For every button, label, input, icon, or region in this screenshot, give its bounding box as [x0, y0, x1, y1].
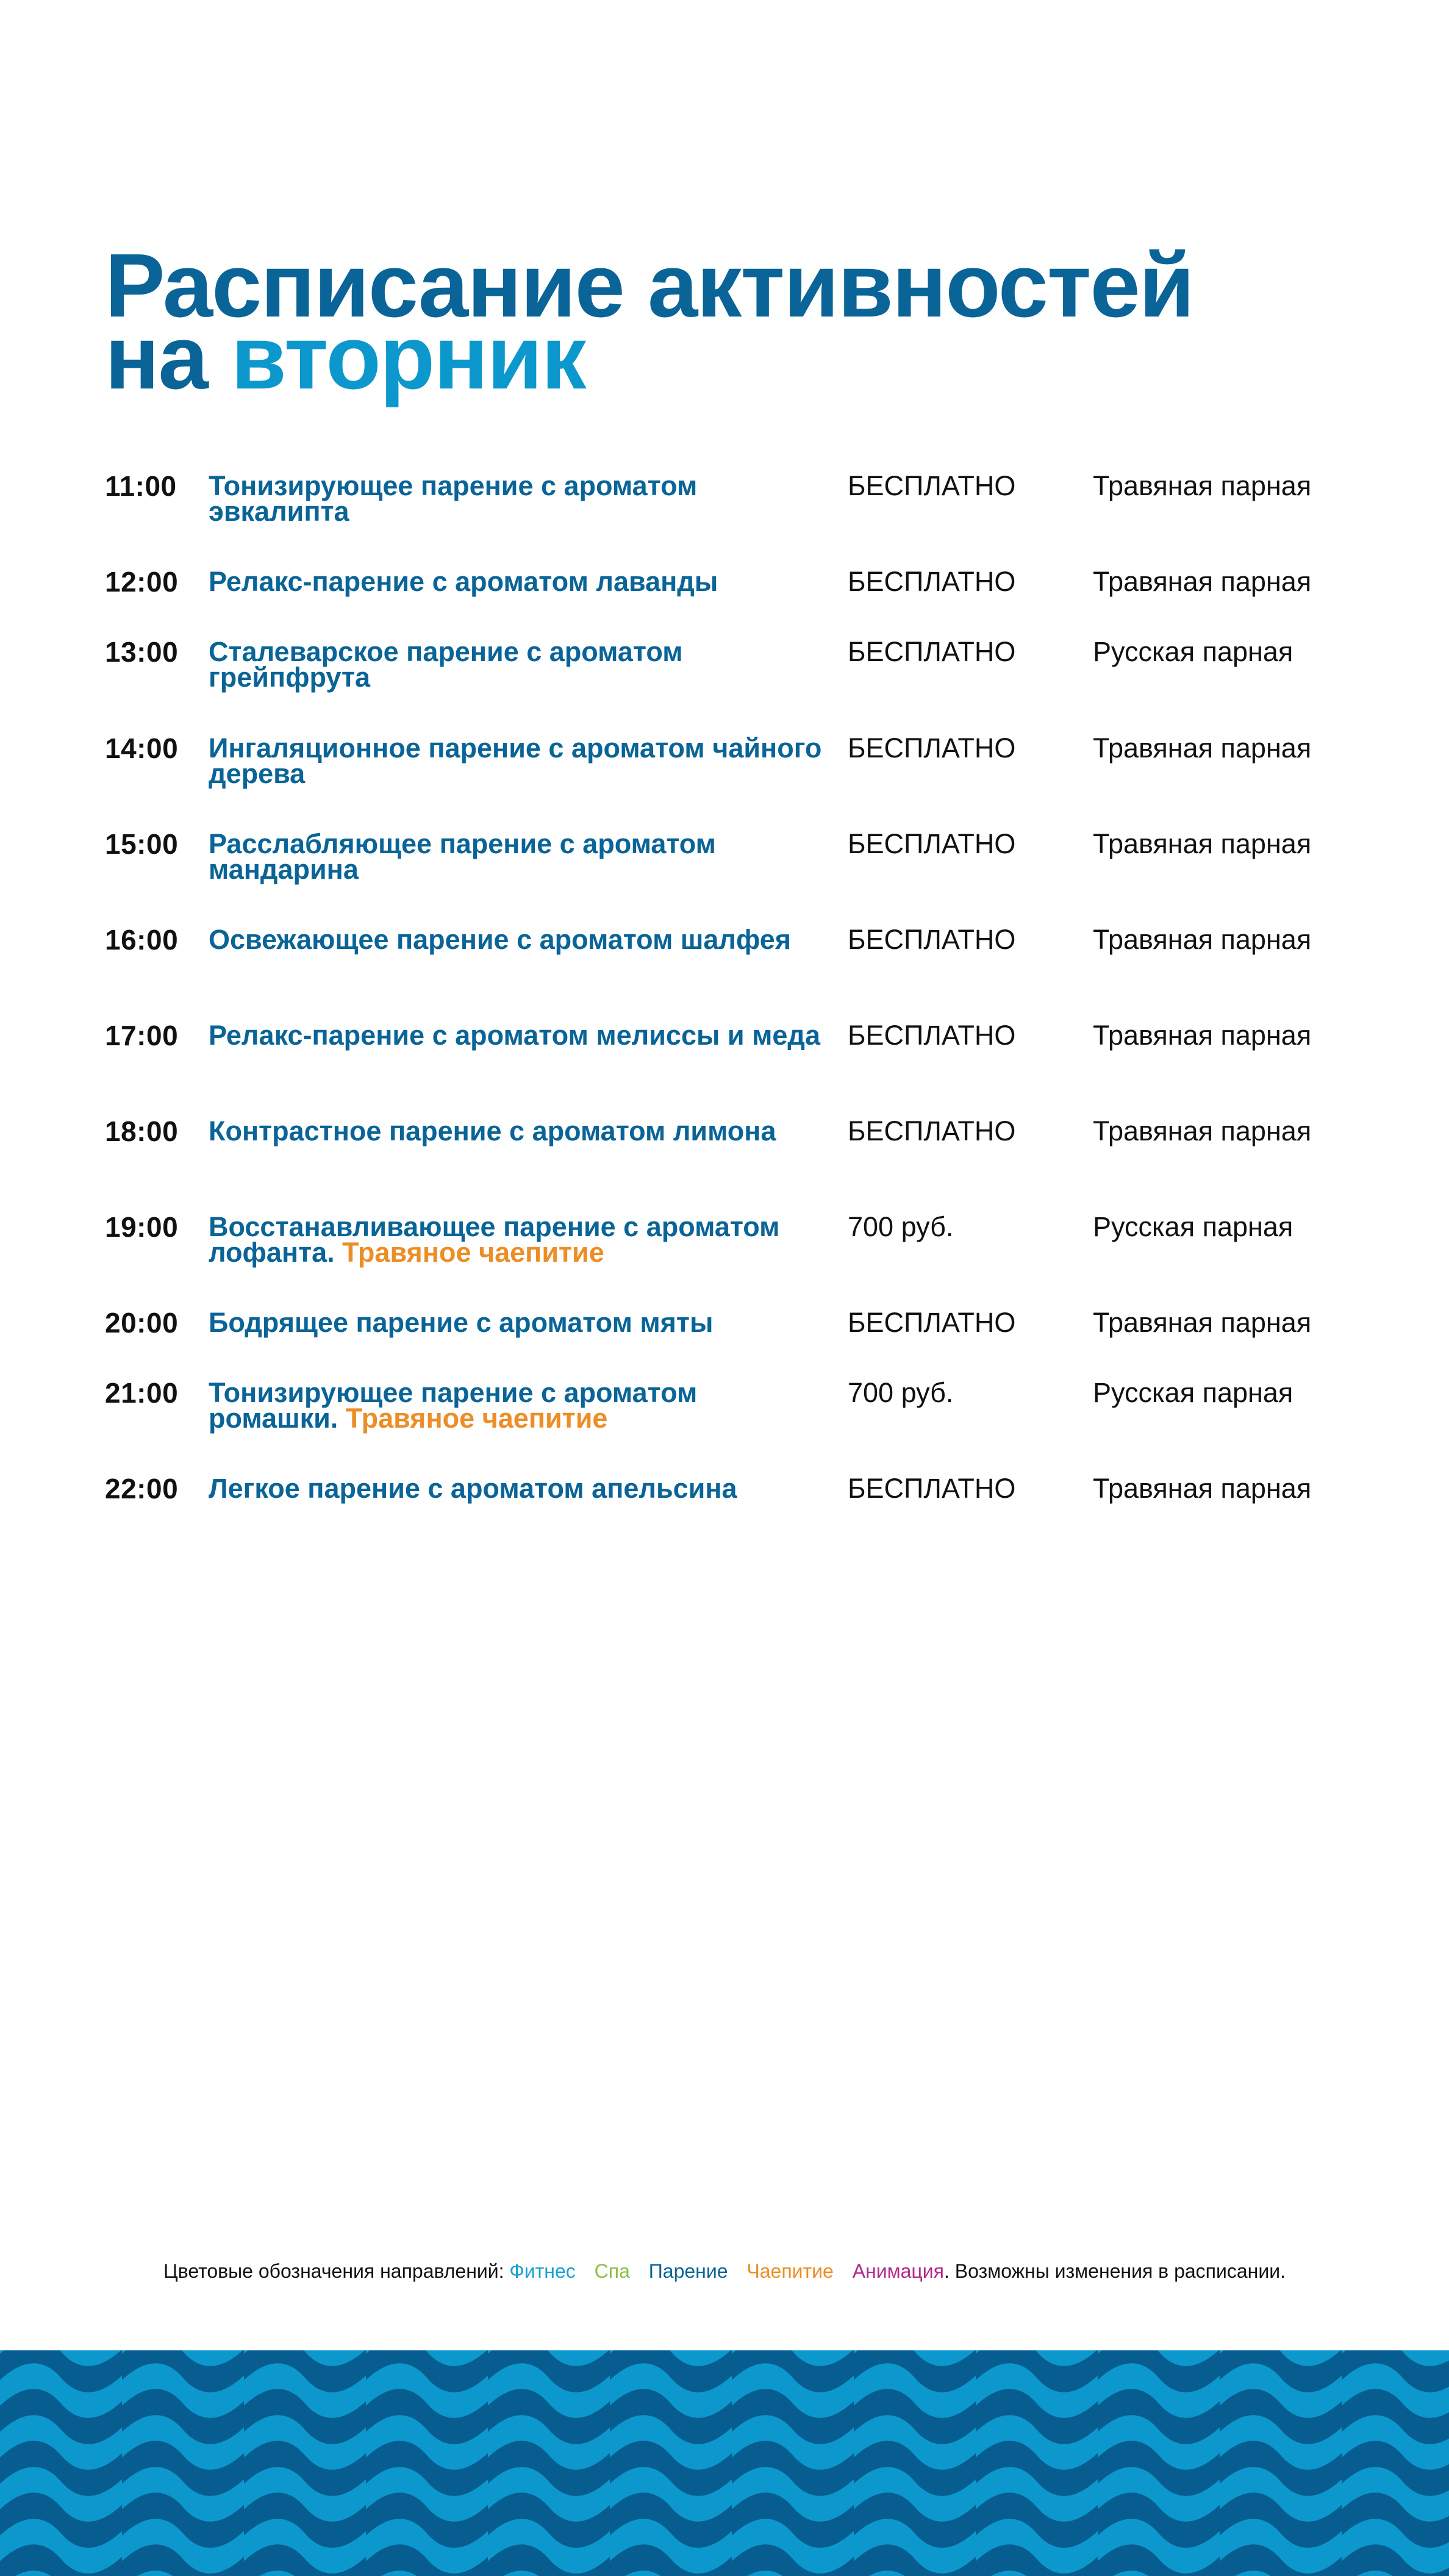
row-time: 12:00	[105, 566, 179, 598]
row-place: Травяная парная	[1093, 924, 1312, 955]
row-place: Русская парная	[1093, 1377, 1293, 1408]
activity-name: Релакс-парение с ароматом лаванды	[209, 566, 718, 597]
title-day: вторник	[231, 307, 585, 408]
row-time: 18:00	[105, 1115, 179, 1147]
wave-pattern	[0, 2350, 1449, 2576]
row-place: Русская парная	[1093, 636, 1293, 667]
row-price: БЕСПЛАТНО	[848, 636, 1016, 667]
row-activity	[209, 1211, 831, 1268]
row-price: БЕСПЛАТНО	[848, 1307, 1016, 1338]
row-place: Травяная парная	[1093, 828, 1312, 859]
page-title	[105, 235, 1193, 408]
row-price: БЕСПЛАТНО	[848, 924, 1016, 955]
row-place: Травяная парная	[1093, 470, 1312, 501]
row-activity	[209, 470, 831, 527]
legend-animation: Анимация	[852, 2260, 944, 2282]
activity-name: Легкое парение с ароматом апельсина	[209, 1473, 737, 1504]
activity-extra-tea: Травяное чаепитие	[342, 1237, 604, 1268]
row-activity	[209, 636, 831, 693]
row-place: Травяная парная	[1093, 566, 1312, 597]
row-price: БЕСПЛАТНО	[848, 828, 1016, 859]
row-place: Травяная парная	[1093, 1473, 1312, 1504]
row-price: БЕСПЛАТНО	[848, 732, 1016, 764]
color-legend	[0, 2259, 1449, 2283]
activity-name: Сталеварское парение с ароматом грейпфрута	[209, 636, 683, 693]
row-time: 11:00	[105, 470, 177, 502]
row-activity	[209, 1377, 831, 1434]
row-place: Травяная парная	[1093, 1020, 1312, 1051]
activity-extra-tea: Травяное чаепитие	[345, 1403, 608, 1434]
row-activity	[209, 1473, 831, 1504]
row-time: 19:00	[105, 1211, 179, 1243]
title-prefix: на	[105, 307, 231, 408]
row-price: БЕСПЛАТНО	[848, 1473, 1016, 1504]
legend-prefix: Цветовые обозначения направлений:	[163, 2260, 504, 2282]
activity-name: Восстанавливающее парение с ароматом лофанта.	[209, 1211, 780, 1268]
row-price: БЕСПЛАТНО	[848, 566, 1016, 597]
row-time: 20:00	[105, 1307, 179, 1339]
wave-pattern-footer	[0, 2350, 1449, 2576]
legend-suffix: . Возможны изменения в расписании.	[943, 2260, 1286, 2282]
row-activity	[209, 566, 831, 597]
activity-name: Ингаляционное парение с ароматом чайного дерева	[209, 732, 822, 789]
activity-name: Расслабляющее парение с ароматом мандарина	[209, 828, 716, 885]
row-price: БЕСПЛАТНО	[848, 470, 1016, 501]
row-activity	[209, 828, 831, 885]
legend-spa: Спа	[594, 2260, 630, 2282]
row-time: 14:00	[105, 732, 179, 764]
row-time: 15:00	[105, 828, 179, 860]
row-activity	[209, 732, 831, 789]
activity-name: Тонизирующее парение с ароматом ромашки.	[209, 1377, 698, 1434]
legend-steam: Парение	[648, 2260, 728, 2282]
row-time: 16:00	[105, 924, 179, 956]
row-place: Травяная парная	[1093, 1115, 1312, 1147]
row-price: БЕСПЛАТНО	[848, 1020, 1016, 1051]
row-activity	[209, 1020, 831, 1051]
row-activity	[209, 1307, 831, 1338]
legend-tea: Чаепитие	[746, 2260, 834, 2282]
row-price: 700 руб.	[848, 1211, 954, 1242]
title-line-1: Расписание активностей	[105, 235, 1193, 336]
activity-name: Бодрящее парение с ароматом мяты	[209, 1307, 714, 1338]
activity-name: Контрастное парение с ароматом лимона	[209, 1115, 776, 1147]
row-time: 17:00	[105, 1020, 179, 1051]
row-price: БЕСПЛАТНО	[848, 1115, 1016, 1147]
row-activity	[209, 1115, 831, 1147]
row-place: Русская парная	[1093, 1211, 1293, 1242]
activity-name: Освежающее парение с ароматом шалфея	[209, 924, 792, 955]
row-price: 700 руб.	[848, 1377, 954, 1408]
row-time: 13:00	[105, 636, 179, 668]
legend-fitness: Фитнес	[509, 2260, 576, 2282]
row-place: Травяная парная	[1093, 732, 1312, 764]
activity-name: Релакс-парение с ароматом мелиссы и меда	[209, 1020, 820, 1051]
row-time: 21:00	[105, 1377, 179, 1409]
row-place: Травяная парная	[1093, 1307, 1312, 1338]
row-time: 22:00	[105, 1473, 179, 1504]
activity-name: Тонизирующее парение с ароматом эвкалипта	[209, 470, 698, 527]
row-activity	[209, 924, 831, 955]
